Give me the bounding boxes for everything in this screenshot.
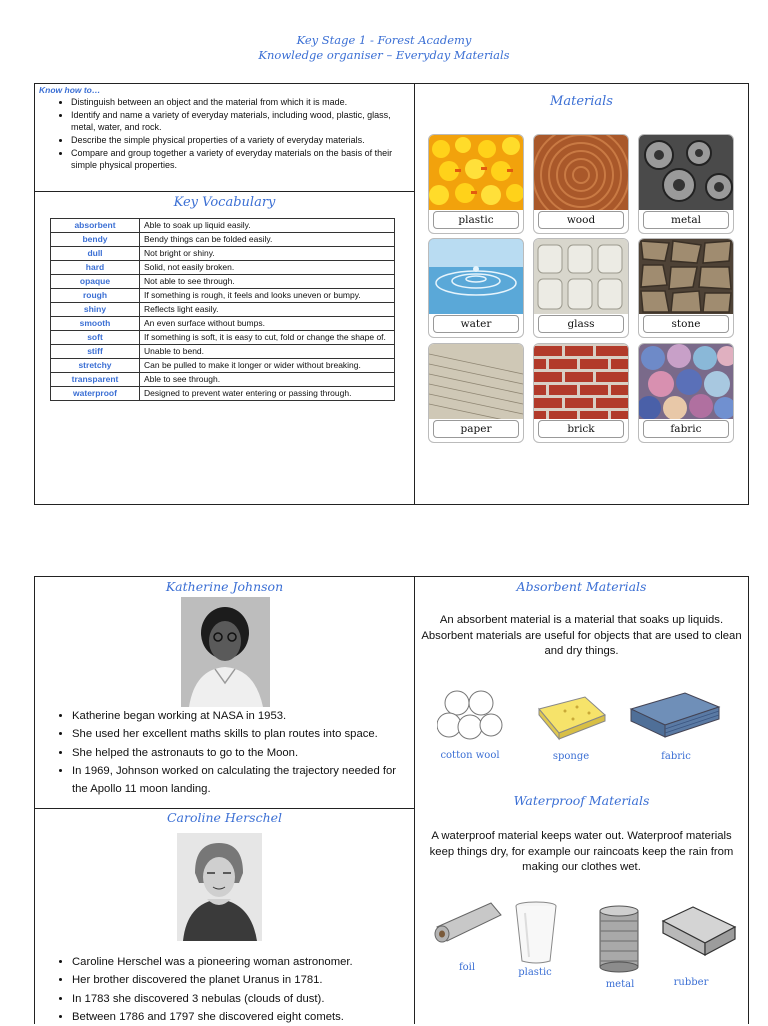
vocab-term: shiny bbox=[51, 303, 140, 317]
vocab-definition: If something is soft, it is easy to cut, fold or change the shape of. bbox=[140, 331, 395, 345]
material-tile-wood bbox=[533, 134, 629, 234]
fact-item: • In 1969, Johnson worked on calculating the trajectory needed for the Apollo 11 moon landing. bbox=[72, 762, 406, 799]
glass-jars-image bbox=[534, 239, 628, 314]
material-tile-water bbox=[428, 238, 524, 338]
katherine-portrait-image bbox=[181, 597, 270, 707]
material-label: wood bbox=[538, 211, 624, 229]
fact-item: • In 1783 she discovered 3 nebulas (clouds of dust). bbox=[72, 990, 353, 1008]
vocab-table bbox=[50, 218, 395, 401]
material-tile-stone bbox=[638, 238, 734, 338]
vocab-definition: Designed to prevent water entering or passing through. bbox=[140, 387, 395, 401]
vocab-term: absorbent bbox=[51, 219, 140, 233]
material-tile-plastic bbox=[428, 134, 524, 234]
material-label: plastic bbox=[433, 211, 519, 229]
vocab-term: dull bbox=[51, 247, 140, 261]
page-header bbox=[0, 33, 768, 63]
rubber-eraser-icon bbox=[659, 903, 739, 959]
caroline-title: Caroline Herschel bbox=[166, 810, 283, 825]
caroline-portrait-image bbox=[177, 833, 262, 941]
katherine-facts bbox=[35, 707, 414, 798]
material-tile-metal bbox=[638, 134, 734, 234]
materials-panel bbox=[414, 83, 749, 505]
table-row bbox=[51, 261, 395, 275]
metal-can-icon bbox=[597, 905, 641, 973]
absorbent-caption: sponge bbox=[552, 751, 590, 762]
vocab-definition: Unable to bend. bbox=[140, 345, 395, 359]
know-how-item: • Identify and name a variety of everyday materials, including wood, plastic, glass, metal, water, and rock. bbox=[71, 109, 408, 133]
wood-rings-image bbox=[534, 135, 628, 210]
material-tile-glass bbox=[533, 238, 629, 338]
water-drop-image bbox=[429, 239, 523, 314]
table-row bbox=[51, 373, 395, 387]
know-how-item: • Compare and group together a variety of everyday materials on the basis of their simple physical properties. bbox=[71, 147, 408, 171]
know-how-title: Know how to… bbox=[39, 85, 101, 95]
brick-wall-image bbox=[534, 344, 628, 419]
know-how-list bbox=[35, 96, 414, 172]
fact-item: • Between 1786 and 1797 she discovered eight comets. bbox=[72, 1008, 353, 1026]
cotton-wool-icon bbox=[437, 687, 503, 742]
waterproof-caption: foil bbox=[458, 962, 476, 973]
section-divider bbox=[35, 808, 414, 809]
vocab-term: stiff bbox=[51, 345, 140, 359]
stone-wall-image bbox=[639, 239, 733, 314]
table-row bbox=[51, 331, 395, 345]
sponge-icon bbox=[535, 693, 607, 741]
vocab-term: hard bbox=[51, 261, 140, 275]
vocab-definition: Bendy things can be folded easily. bbox=[140, 233, 395, 247]
vocab-term: stretchy bbox=[51, 359, 140, 373]
table-row bbox=[51, 303, 395, 317]
vocab-definition: Solid, not easily broken. bbox=[140, 261, 395, 275]
plastic-cup-icon bbox=[513, 901, 559, 965]
know-how-item: • Describe the simple physical properties of a variety of everyday materials. bbox=[71, 134, 408, 146]
material-label: glass bbox=[538, 315, 624, 333]
material-tile-paper bbox=[428, 343, 524, 443]
waterproof-text: A waterproof material keeps water out. Waterproof materials keep things dry, for example our raincoats keep the rain from making our clothes wet. bbox=[429, 830, 734, 873]
material-label: stone bbox=[643, 315, 729, 333]
table-row bbox=[51, 387, 395, 401]
table-row bbox=[51, 359, 395, 373]
scientists-panel bbox=[34, 576, 415, 1024]
vocab-title: Key Vocabulary bbox=[173, 195, 276, 210]
absorbent-text: An absorbent material is a material that soaks up liquids. Absorbent materials are useful for objects that are used to clean and dry things. bbox=[421, 614, 742, 657]
vocab-definition: Can be pulled to make it longer or wider without breaking. bbox=[140, 359, 395, 373]
paper-pages-image bbox=[429, 344, 523, 419]
know-how-item: • Distinguish between an object and the material from which it is made. bbox=[71, 96, 408, 108]
vocab-definition: An even surface without bumps. bbox=[140, 317, 395, 331]
vocab-definition: If something is rough, it feels and looks uneven or bumpy. bbox=[140, 289, 395, 303]
fact-item: • She helped the astronauts to go to the Moon. bbox=[72, 744, 406, 762]
vocab-term: soft bbox=[51, 331, 140, 345]
material-label: fabric bbox=[643, 420, 729, 438]
metal-gears-image bbox=[639, 135, 733, 210]
material-label: paper bbox=[433, 420, 519, 438]
vocab-definition: Not able to see through. bbox=[140, 275, 395, 289]
know-how-vocab-panel bbox=[34, 83, 415, 505]
header-title: Key Stage 1 - Forest Academy bbox=[296, 33, 472, 47]
header-subtitle: Knowledge organiser – Everyday Materials bbox=[258, 48, 510, 62]
vocab-term: opaque bbox=[51, 275, 140, 289]
material-label: water bbox=[433, 315, 519, 333]
vocab-definition: Able to see through. bbox=[140, 373, 395, 387]
table-row bbox=[51, 275, 395, 289]
waterproof-caption: metal bbox=[605, 979, 635, 990]
waterproof-caption: plastic bbox=[518, 967, 552, 978]
absorbent-caption: fabric bbox=[661, 751, 691, 762]
fact-item: • Caroline Herschel was a pioneering woman astronomer. bbox=[72, 953, 353, 971]
properties-panel bbox=[414, 576, 749, 1024]
fact-item: • Katherine began working at NASA in 1953. bbox=[72, 707, 406, 725]
absorbent-title: Absorbent Materials bbox=[516, 579, 647, 594]
fabric-towels-icon bbox=[629, 689, 721, 741]
waterproof-title: Waterproof Materials bbox=[513, 793, 650, 808]
caroline-facts bbox=[35, 953, 361, 1026]
material-tile-fabric bbox=[638, 343, 734, 443]
table-row bbox=[51, 247, 395, 261]
fact-item: • She used her excellent maths skills to plan routes into space. bbox=[72, 725, 406, 743]
vocab-definition: Not bright or shiny. bbox=[140, 247, 395, 261]
vocab-term: transparent bbox=[51, 373, 140, 387]
table-row bbox=[51, 345, 395, 359]
vocab-term: waterproof bbox=[51, 387, 140, 401]
vocab-definition: Reflects light easily. bbox=[140, 303, 395, 317]
material-label: metal bbox=[643, 211, 729, 229]
table-row bbox=[51, 219, 395, 233]
table-row bbox=[51, 233, 395, 247]
material-label: brick bbox=[538, 420, 624, 438]
vocab-term: bendy bbox=[51, 233, 140, 247]
fact-item: • Her brother discovered the planet Uranus in 1781. bbox=[72, 971, 353, 989]
materials-title: Materials bbox=[550, 94, 613, 109]
table-row bbox=[51, 317, 395, 331]
waterproof-caption: rubber bbox=[673, 977, 709, 988]
vocab-term: rough bbox=[51, 289, 140, 303]
vocab-term: smooth bbox=[51, 317, 140, 331]
foil-roll-icon bbox=[431, 901, 503, 951]
fabric-rolls-image bbox=[639, 344, 733, 419]
rubber-ducks-image bbox=[429, 135, 523, 210]
know-how-section bbox=[35, 84, 414, 192]
katherine-title: Katherine Johnson bbox=[165, 579, 284, 594]
vocab-definition: Able to soak up liquid easily. bbox=[140, 219, 395, 233]
table-row bbox=[51, 289, 395, 303]
absorbent-caption: cotton wool bbox=[440, 750, 500, 761]
material-tile-brick bbox=[533, 343, 629, 443]
